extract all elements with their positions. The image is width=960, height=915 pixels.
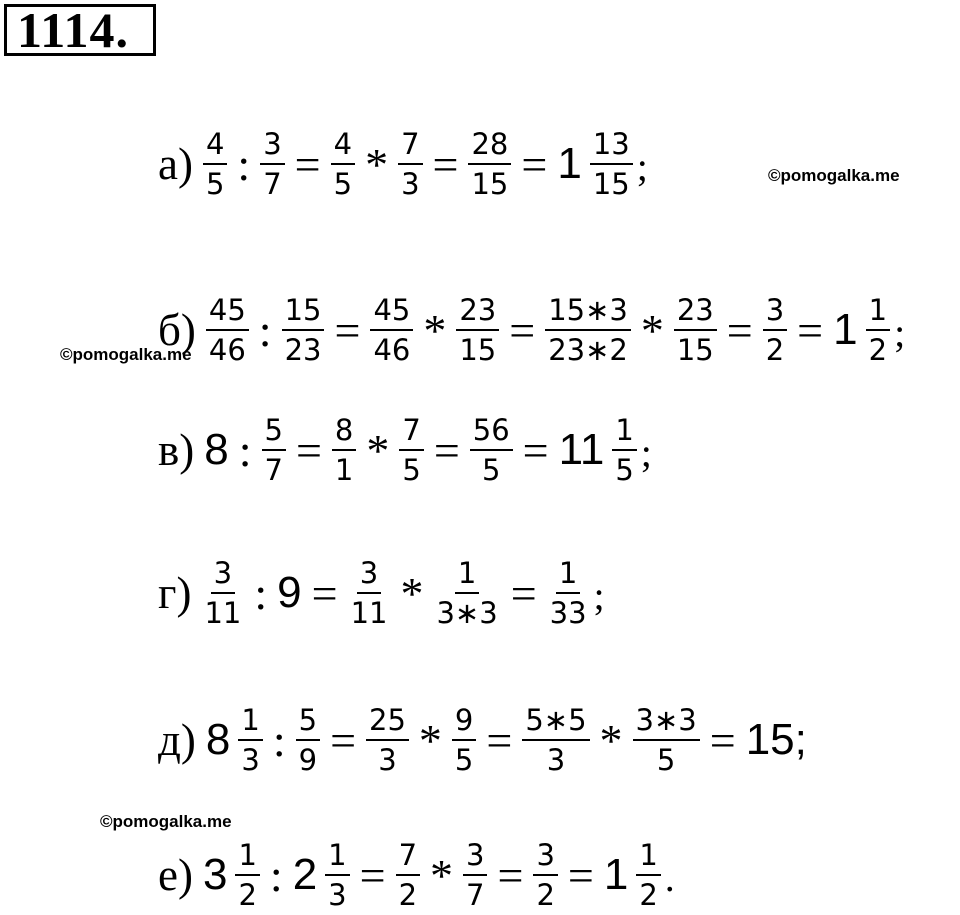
numerator: 5 [296, 703, 320, 741]
fraction [399, 413, 423, 487]
operator: : [238, 424, 252, 476]
number: 3 [202, 850, 228, 899]
fraction [533, 838, 557, 912]
fraction [470, 413, 513, 487]
operator: : [272, 714, 286, 766]
fraction [674, 293, 717, 367]
numerator: 3 [260, 127, 284, 165]
fraction [325, 838, 349, 912]
watermark: ©pomogalka.me [768, 166, 900, 185]
fraction [235, 838, 259, 912]
numerator: 25 [366, 703, 409, 741]
numerator: 3∗3 [633, 703, 700, 741]
denominator: 3 [241, 743, 260, 777]
number: 8 [205, 715, 231, 764]
fraction [456, 293, 499, 367]
fraction [590, 127, 633, 201]
fraction [547, 556, 590, 630]
denominator: 2 [536, 878, 555, 912]
fraction [366, 703, 409, 777]
operator: = [334, 304, 361, 356]
operator: = [797, 304, 824, 356]
equation-row [158, 553, 605, 633]
operator: : [258, 304, 272, 356]
item-label: б) [158, 305, 196, 355]
equation-row [158, 835, 675, 915]
numerator: 15 [282, 293, 325, 331]
numerator: 7 [396, 838, 420, 876]
denominator: 3 [328, 878, 347, 912]
numerator: 4 [331, 127, 355, 165]
numerator: 3 [763, 293, 787, 331]
denominator: 46 [373, 333, 411, 367]
fraction [238, 703, 262, 777]
item-label: г) [158, 568, 192, 618]
fraction [262, 413, 286, 487]
denominator: 3 [401, 167, 420, 201]
numerator: 7 [399, 413, 423, 451]
number: 2 [292, 850, 318, 899]
fraction [206, 293, 249, 367]
fraction [468, 127, 511, 201]
operator: = [522, 424, 549, 476]
punctuation: ; [640, 430, 652, 475]
operator: * [430, 849, 454, 901]
denominator: 5 [615, 453, 634, 487]
denominator: 5 [333, 167, 353, 201]
operator: = [432, 138, 459, 190]
numerator: 13 [590, 127, 633, 165]
operator: = [510, 567, 537, 619]
numerator: 5 [262, 413, 286, 451]
operator: = [486, 714, 513, 766]
fraction [348, 556, 391, 630]
fraction [201, 556, 244, 630]
denominator: 2 [238, 878, 257, 912]
numerator: 56 [470, 413, 513, 451]
fraction [522, 703, 589, 777]
operator: = [521, 138, 548, 190]
operator: = [359, 849, 386, 901]
number: 11 [558, 425, 605, 474]
numerator: 9 [452, 703, 476, 741]
numerator: 1 [325, 838, 349, 876]
operator: * [640, 304, 664, 356]
fraction [463, 838, 487, 912]
numerator: 23 [674, 293, 717, 331]
denominator: 11 [350, 596, 388, 630]
numerator: 45 [370, 293, 413, 331]
number: 9 [277, 568, 302, 617]
operator: = [294, 138, 321, 190]
denominator: 33 [549, 596, 587, 630]
fraction [396, 838, 420, 912]
numerator: 3 [211, 556, 235, 594]
fraction [370, 293, 413, 367]
number: 1 [833, 305, 858, 354]
equation-row [158, 410, 652, 490]
denominator: 9 [298, 743, 318, 777]
numerator: 1 [636, 838, 660, 876]
fraction [203, 127, 227, 201]
numerator: 1 [556, 556, 580, 594]
number: 8 [204, 425, 229, 474]
numerator: 28 [468, 127, 511, 165]
punctuation: ; [636, 144, 648, 189]
denominator: 7 [263, 167, 282, 201]
item-label: в) [158, 425, 195, 475]
operator: * [423, 304, 447, 356]
fraction [332, 413, 356, 487]
denominator: 15 [459, 333, 497, 367]
numerator: 15∗3 [545, 293, 631, 331]
fraction [433, 556, 500, 630]
numerator: 5∗5 [522, 703, 589, 741]
operator: = [295, 424, 322, 476]
numerator: 1 [455, 556, 479, 594]
operator: = [709, 714, 736, 766]
number: 1 [603, 850, 629, 899]
numerator: 1 [238, 703, 262, 741]
punctuation: ; [894, 310, 906, 355]
number: 1 [557, 139, 582, 188]
numerator: 23 [456, 293, 499, 331]
operator: : [254, 567, 268, 619]
fraction [331, 127, 355, 201]
denominator: 5 [656, 743, 676, 777]
numerator: 45 [206, 293, 249, 331]
denominator: 3 [378, 743, 397, 777]
denominator: 5 [481, 453, 501, 487]
watermark: ©pomogalka.me [100, 812, 232, 831]
numerator: 1 [612, 413, 636, 451]
denominator: 23 [284, 333, 322, 367]
item-label: а) [158, 139, 193, 189]
equation-row [158, 700, 811, 780]
numerator: 8 [332, 413, 356, 451]
fraction [398, 127, 422, 201]
denominator: 15 [676, 333, 714, 367]
operator: = [433, 424, 460, 476]
fraction [452, 703, 476, 777]
fraction [282, 293, 325, 367]
punctuation: ; [593, 573, 605, 618]
item-label: д) [158, 715, 196, 765]
numerator: 7 [398, 127, 422, 165]
denominator: 15 [471, 167, 509, 201]
denominator: 11 [204, 596, 242, 630]
operator: * [365, 138, 389, 190]
operator: : [237, 138, 251, 190]
problem-number: 1114. [4, 4, 156, 56]
denominator: 5 [454, 743, 474, 777]
denominator: 2 [639, 878, 658, 912]
fraction [636, 838, 660, 912]
denominator: 3∗3 [436, 596, 498, 630]
denominator: 7 [466, 878, 485, 912]
operator: * [366, 424, 390, 476]
operator: * [400, 567, 424, 619]
denominator: 2 [868, 333, 888, 367]
numerator: 4 [203, 127, 227, 165]
operator: * [599, 714, 623, 766]
number: 15; [745, 715, 807, 764]
denominator: 1 [334, 453, 354, 487]
equation-row [158, 290, 905, 370]
fraction [633, 703, 700, 777]
equation-row [158, 124, 648, 204]
operator: = [567, 849, 594, 901]
numerator: 3 [463, 838, 487, 876]
denominator: 2 [398, 878, 418, 912]
denominator: 15 [592, 167, 630, 201]
fraction [545, 293, 631, 367]
operator: = [497, 849, 524, 901]
numerator: 3 [533, 838, 557, 876]
fraction [763, 293, 787, 367]
numerator: 3 [357, 556, 381, 594]
denominator: 46 [208, 333, 246, 367]
operator: : [269, 849, 283, 901]
item-label: е) [158, 850, 193, 900]
fraction [260, 127, 284, 201]
fraction [296, 703, 320, 777]
operator: = [726, 304, 753, 356]
operator: * [418, 714, 442, 766]
numerator: 1 [866, 293, 890, 331]
operator: = [330, 714, 357, 766]
numerator: 1 [235, 838, 259, 876]
watermark: ©pomogalka.me [60, 345, 192, 364]
punctuation: . [664, 855, 675, 900]
denominator: 2 [765, 333, 785, 367]
denominator: 7 [264, 453, 283, 487]
denominator: 3 [546, 743, 566, 777]
operator: = [509, 304, 536, 356]
denominator: 5 [205, 167, 225, 201]
fraction [866, 293, 890, 367]
fraction [612, 413, 636, 487]
denominator: 5 [402, 453, 421, 487]
operator: = [311, 567, 338, 619]
denominator: 23∗2 [548, 333, 628, 367]
